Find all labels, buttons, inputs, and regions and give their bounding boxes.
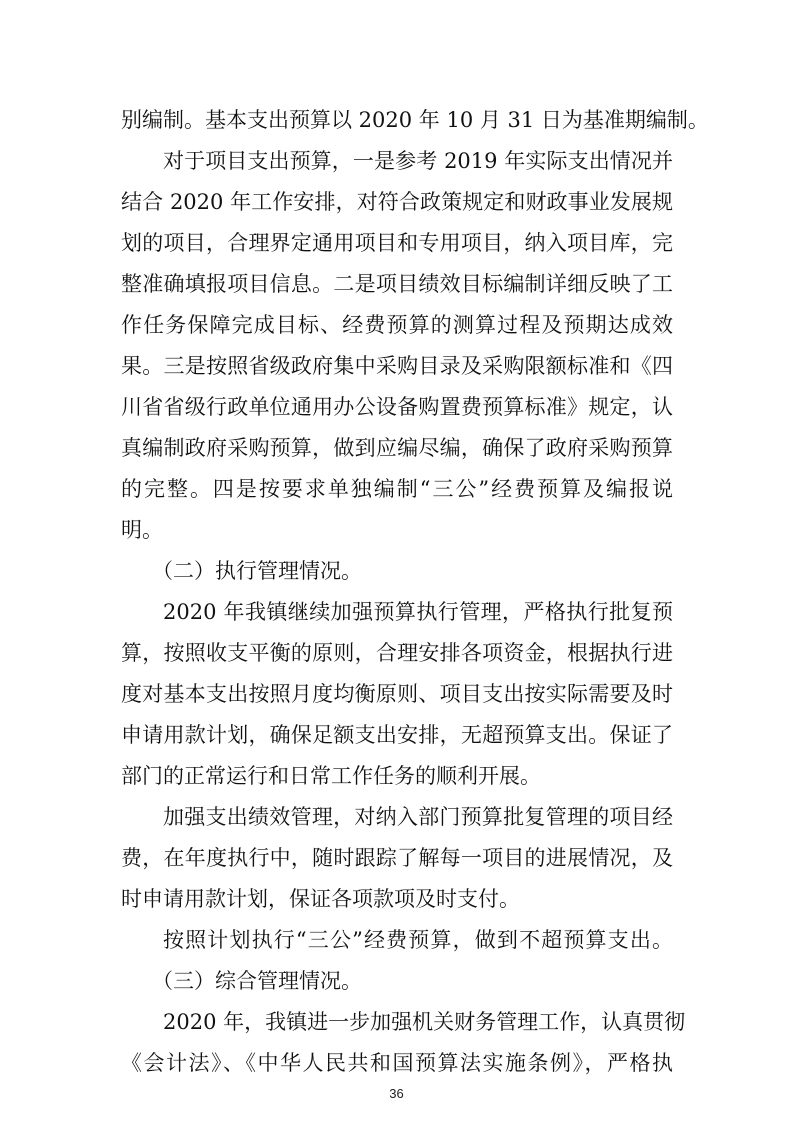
text-line: 2020 年，我镇进一步加强机关财务管理工作，认真贯彻: [163, 1010, 686, 1034]
text-line: 别编制。基本支出预算以 2020 年 10 月 31 日为基准期编制。: [121, 108, 709, 132]
text-line: 部门的正常运行和日常工作任务的顺利开展。: [121, 764, 541, 788]
text-line: 真编制政府采购预算，做到应编尽编，确保了政府采购预算: [121, 436, 673, 460]
text-line: 时申请用款计划，保证各项款项及时支付。: [121, 887, 520, 911]
text-line: 果。三是按照省级政府集中采购目录及采购限额标准和《四: [121, 354, 673, 378]
section-heading: （二）执行管理情况。: [152, 559, 362, 583]
text-line: 明。: [121, 518, 163, 542]
text-line: 作任务保障完成目标、经费预算的测算过程及预期达成效: [121, 313, 673, 337]
text-line: 《会计法》、《中华人民共和国预算法实施条例》，严格执: [121, 1051, 673, 1075]
text-line: 度对基本支出按照月度均衡原则、项目支出按实际需要及时: [121, 682, 673, 706]
text-line: 2020 年我镇继续加强预算执行管理，严格执行批复预: [163, 600, 673, 624]
page-number: 36: [389, 1086, 404, 1101]
text-line: 加强支出绩效管理，对纳入部门预算批复管理的项目经: [163, 805, 673, 829]
text-line: 的完整。四是按要求单独编制“三公”经费预算及编报说: [121, 477, 673, 501]
text-line: 申请用款计划，确保足额支出安排，无超预算支出。保证了: [121, 723, 673, 747]
text-line: 划的项目，合理界定通用项目和专用项目，纳入项目库，完: [121, 231, 673, 255]
text-line: 整准确填报项目信息。二是项目绩效目标编制详细反映了工: [121, 272, 673, 296]
text-line: 川省省级行政单位通用办公设备购置费预算标准》规定，认: [121, 395, 673, 419]
text-line: 费，在年度执行中，随时跟踪了解每一项目的进展情况，及: [121, 846, 673, 870]
section-heading: （三）综合管理情况。: [152, 969, 362, 993]
text-line: 对于项目支出预算，一是参考 2019 年实际支出情况并: [163, 149, 673, 173]
text-line: 算，按照收支平衡的原则，合理安排各项资金，根据执行进: [121, 641, 673, 665]
text-line: 按照计划执行“三公”经费预算，做到不超预算支出。: [163, 928, 673, 952]
text-line: 结合 2020 年工作安排，对符合政策规定和财政事业发展规: [121, 190, 673, 214]
